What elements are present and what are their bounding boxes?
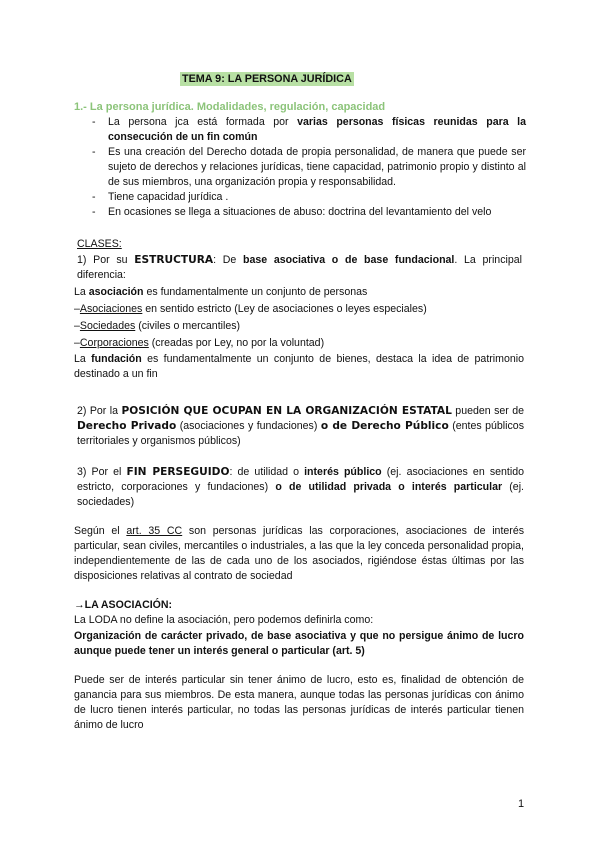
text: 3) Por el xyxy=(77,466,127,478)
text: La xyxy=(74,286,89,298)
bullet-item xyxy=(92,190,526,205)
text: (ej. asociaciones en sentido estricto, corporaciones y fundaciones) xyxy=(77,466,524,493)
bold-text: asociación xyxy=(88,286,144,298)
bullet-list xyxy=(92,115,526,220)
fundacion-line xyxy=(74,352,524,382)
page-number: 1 xyxy=(518,798,525,810)
bold-text: FIN PERSEGUIDO xyxy=(126,466,230,478)
asociacion-paragraph: Puede ser de interés particular sin tener ánimo de lucro, esto es, finalidad de obtención de ganancia para sus miembros. De esta manera, aunque todas las personas jurídicas con ánimo de lucro tienen interés particular, no todas las personas jurídicas de interés particular tienen ánimo de lucro xyxy=(74,674,524,731)
clases-label: CLASES: xyxy=(77,238,122,250)
clases-fin xyxy=(77,465,524,510)
text: (creadas por Ley, no por la voluntad) xyxy=(148,337,325,349)
text: : de utilidad o xyxy=(229,466,305,478)
text: 1) Por su xyxy=(77,254,135,266)
text: (civiles o mercantiles) xyxy=(135,320,241,332)
list-item xyxy=(74,302,524,317)
bold-text: →LA ASOCIACIÓN: xyxy=(74,599,173,611)
text: 2) Por la xyxy=(77,405,122,417)
underlined-text: Corporaciones xyxy=(79,337,149,349)
article-reference: art. 35 CC xyxy=(126,525,183,537)
text: : De xyxy=(213,254,243,266)
bold-text: fundación xyxy=(91,353,142,365)
bold-text: interés público xyxy=(304,466,382,478)
text: en sentido estricto (Ley de asociaciones o leyes especiales) xyxy=(142,303,427,315)
underlined-text: Sociedades xyxy=(79,320,136,332)
art35-paragraph xyxy=(74,524,524,584)
bullet-text: Tiene capacidad jurídica . xyxy=(108,191,229,203)
text: es fundamentalmente un conjunto de bienes, destaca la idea de patrimonio destinado a un fin xyxy=(74,353,524,380)
asociacion-line xyxy=(74,285,524,300)
bullet-item xyxy=(92,145,526,190)
bullet-item xyxy=(92,205,526,220)
list-item xyxy=(74,336,524,351)
clases-estructura xyxy=(77,253,522,283)
section-heading: 1.- La persona jurídica. Modalidades, regulación, capacidad xyxy=(74,101,386,113)
bullet-bold-text: varias personas físicas reunidas para la consecución de un fin común xyxy=(108,116,526,143)
bold-text: o de Derecho Público xyxy=(320,420,449,432)
text: (ej. sociedades) xyxy=(77,481,524,508)
bold-text: Derecho Privado xyxy=(77,420,177,432)
asociacion-heading xyxy=(74,598,172,613)
bold-text: POSICIÓN QUE OCUPAN EN LA ORGANIZACIÓN ESTATAL xyxy=(121,405,452,417)
bold-text: Organización de carácter privado, de base asociativa y que no persigue ánimo de lucro aunque puede tener un interés general o particular (art. 5) xyxy=(74,630,524,657)
bullet-item xyxy=(92,115,526,145)
text: (entes públicos territoriales y organismos públicos) xyxy=(77,420,524,447)
dash: – xyxy=(74,303,80,315)
dash: – xyxy=(74,337,80,349)
asociacion-intro: La LODA no define la asociación, pero podemos definirla como: xyxy=(74,614,374,626)
text: La xyxy=(74,353,92,365)
underlined-text: Asociaciones xyxy=(79,303,143,315)
bullet-text: La persona jca está formada por xyxy=(108,116,298,128)
clases-posicion xyxy=(77,404,524,449)
bold-text: ESTRUCTURA xyxy=(134,254,214,266)
bold-text: o de utilidad privada o interés particular xyxy=(275,481,503,493)
dash: – xyxy=(74,320,80,332)
text: pueden ser de xyxy=(451,405,525,417)
asociacion-definition xyxy=(74,629,524,659)
text: . La principal diferencia: xyxy=(77,254,522,281)
bullet-text: Es una creación del Derecho dotada de propia personalidad, de manera que puede ser sujeto de derechos y relaciones jurídicas, tiene capacidad, patrimonio propio y distinto al de sus miembros, una organización propia y responsabilidad. xyxy=(108,146,526,188)
text: es fundamentalmente un conjunto de personas xyxy=(143,286,368,298)
text: (asociaciones y fundaciones) xyxy=(176,420,321,432)
bullet-text: En ocasiones se llega a situaciones de abuso: doctrina del levantamiento del velo xyxy=(108,206,492,218)
page-title: TEMA 9: LA PERSONA JURÍDICA xyxy=(182,73,352,85)
bold-text: base asociativa o de base fundacional xyxy=(242,254,455,266)
text: son personas jurídicas las corporaciones, asociaciones de interés particular, sean civiles, mercantiles o industriales, a las que la ley conceda personalidad propia, independientemente de las de cada uno de los asociados, rigiéndose éstas últimas por las disposiciones relativas al contrato de sociedad xyxy=(74,525,525,582)
list-item xyxy=(74,319,524,334)
text: Según el xyxy=(74,525,127,537)
